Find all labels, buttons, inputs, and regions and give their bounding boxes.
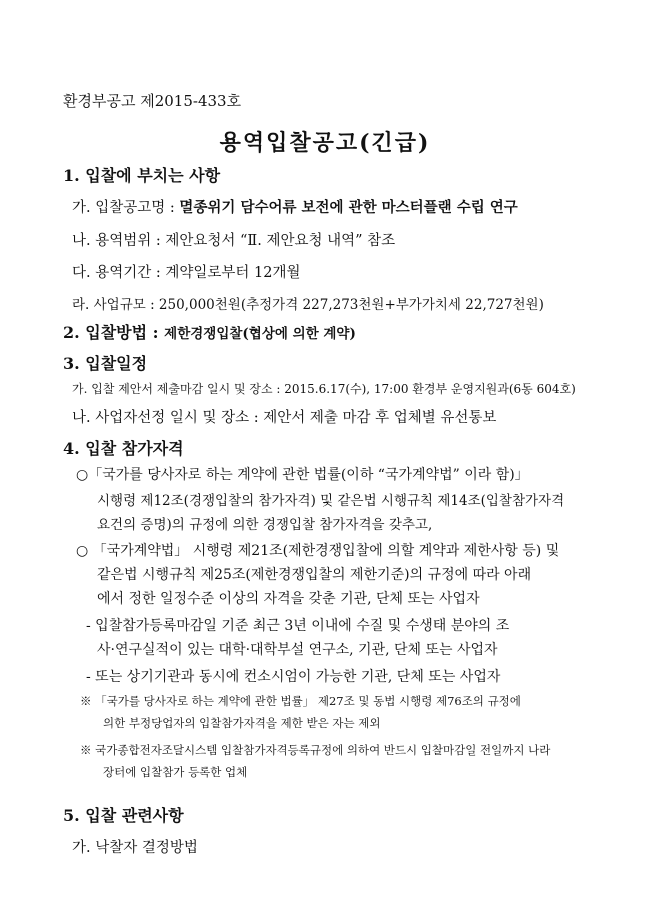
note-2-line-2: 장터에 입찰참가 등록한 업체 bbox=[103, 765, 248, 779]
item-ga-label: 가. 입찰공고명 : bbox=[72, 200, 180, 216]
bullet-1-line-3: 요건의 증명)의 규정에 의한 경쟁입찰 참가자격을 갖추고, bbox=[97, 517, 433, 533]
bullet-1-line-1: ○「국가를 당사자로 하는 계약에 관한 법률(이하 “국가계약법” 이라 함)」 bbox=[76, 467, 529, 483]
dash-2: - 또는 상기기관과 동시에 컨소시엄이 가능한 기관, 단체 또는 사업자 bbox=[86, 669, 501, 685]
section-1-item-ra: 라. 사업규모 : 250,000천원(추정가격 227,273천원+부가가치세 22,727천원) bbox=[72, 297, 544, 313]
bullet-1-line-2: 시행령 제12조(경쟁입찰의 참가자격) 및 같은법 시행규칙 제14조(입찰참가자격 bbox=[97, 493, 565, 509]
section-1-item-ga bbox=[72, 196, 518, 217]
section-5-heading: 5. 입찰 관련사항 bbox=[63, 806, 184, 825]
section-1-item-da: 다. 용역기간 : 계약일로부터 12개월 bbox=[72, 265, 301, 281]
notice-number: 환경부공고 제2015-433호 bbox=[63, 92, 242, 110]
bullet-2-line-2: 같은법 시행규칙 제25조(제한경쟁입찰의 제한기준)의 규정에 따라 아래 bbox=[97, 567, 532, 583]
dash-1-line-1: - 입찰참가등록마감일 기준 최근 3년 이내에 수질 및 수생태 분야의 조 bbox=[86, 618, 510, 634]
project-name: 멸종위기 담수어류 보전에 관한 마스터플랜 수립 연구 bbox=[179, 199, 518, 216]
note-1-line-1: ※ 「국가를 당사자로 하는 계약에 관한 법률」 제27조 및 동법 시행령 제76조의 규정에 bbox=[80, 694, 521, 708]
document-title: 용역입찰공고(긴급) bbox=[219, 130, 431, 156]
section-3-item-ga: 가. 입찰 제안서 제출마감 일시 및 장소 : 2015.6.17(수), 17:00 환경부 운영지원과(6동 604호) bbox=[72, 382, 576, 396]
section-2-heading bbox=[63, 320, 356, 343]
note-2-line-1: ※ 국가종합전자조달시스템 입찰참가자격등록규정에 의하여 반드시 입찰마감일 전일까지 나라 bbox=[80, 743, 551, 757]
note-1-line-2: 의한 부정당업자의 입찰참가자격을 제한 받은 자는 제외 bbox=[103, 716, 381, 730]
section-3-heading: 3. 입찰일정 bbox=[63, 354, 148, 373]
bullet-2-line-1: ○ 「국가계약법」 시행령 제21조(제한경쟁입찰에 의할 계약과 제한사항 등) 및 bbox=[76, 543, 560, 559]
section-5-item-ga: 가. 낙찰자 결정방법 bbox=[72, 840, 198, 856]
section-2-label: 2. 입찰방법 : bbox=[63, 323, 165, 342]
dash-1-line-2: 사·연구실적이 있는 대학·대학부설 연구소, 기관, 단체 또는 사업자 bbox=[97, 642, 498, 658]
section-1-heading: 1. 입찰에 부치는 사항 bbox=[63, 166, 221, 185]
section-1-item-na: 나. 용역범위 : 제안요청서 “Ⅱ. 제안요청 내역” 참조 bbox=[72, 233, 396, 249]
bullet-2-line-3: 에서 정한 일정수준 이상의 자격을 갖춘 기관, 단체 또는 사업자 bbox=[97, 591, 480, 607]
section-3-item-na: 나. 사업자선정 일시 및 장소 : 제안서 제출 마감 후 업체별 유선통보 bbox=[72, 410, 497, 426]
section-4-heading: 4. 입찰 참가자격 bbox=[63, 439, 184, 458]
bid-method: 제한경쟁입찰(협상에 의한 계약) bbox=[164, 326, 356, 342]
